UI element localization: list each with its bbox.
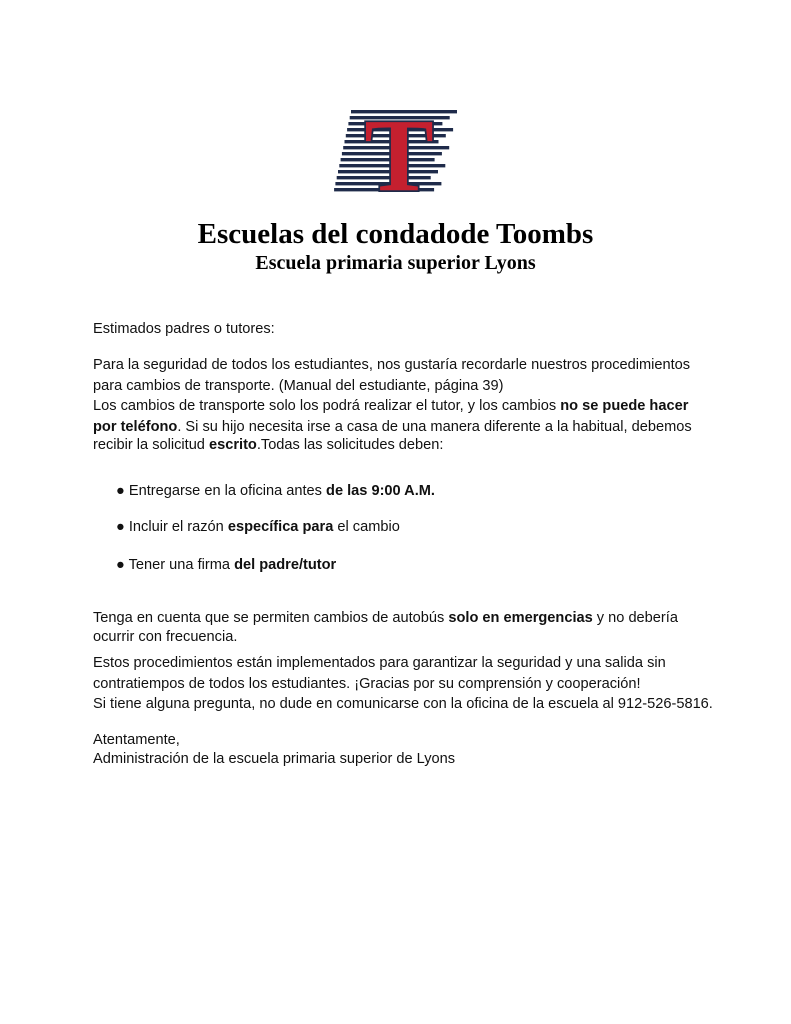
paragraph-2-line-2: ocurrir con frecuencia. [93, 629, 238, 645]
paragraph-2-line-1: Tenga en cuenta que se permiten cambios de autobús solo en emergencias y no debería [93, 610, 678, 626]
logo-letter: T [364, 108, 434, 196]
paragraph-3-line-1: Estos procedimientos están implementados para garantizar la seguridad y una salida sin [93, 655, 666, 671]
closing: Atentamente, [93, 732, 180, 748]
bullet-icon: ● [116, 519, 125, 535]
paragraph-1-line-2: para cambios de transporte. (Manual del estudiante, página 39) [93, 377, 504, 394]
list-item: ● Tener una firma del padre/tutor [116, 557, 337, 573]
bullet-icon: ● [116, 557, 125, 573]
paragraph-1-line-5: recibir la solicitud escrito.Todas las solicitudes deben: [93, 437, 444, 453]
paragraph-3-line-2: contratiempos de todos los estudiantes. ¡Gracias por su comprensión y cooperación! [93, 676, 641, 692]
paragraph-1-line-4: por teléfono. Si su hijo necesita irse a casa de una manera diferente a la habitual, debemos [93, 418, 692, 435]
page-title: Escuelas del condadode Toombs [197, 218, 594, 250]
list-item: ● Incluir el razón específica para el cambio [116, 519, 400, 535]
paragraph-1-line-1: Para la seguridad de todos los estudiantes, nos gustaría recordarle nuestros procedimientos [93, 357, 691, 373]
school-logo-t [333, 108, 463, 196]
paragraph-3-line-3: Si tiene alguna pregunta, no dude en comunicarse con la oficina de la escuela al 912-526-5816. [93, 696, 713, 712]
signature: Administración de la escuela primaria superior de Lyons [93, 751, 456, 767]
paragraph-1-line-3: Los cambios de transporte solo los podrá realizar el tutor, y los cambios no se puede hacer [93, 398, 689, 414]
bullet-icon: ● [116, 483, 125, 499]
greeting: Estimados padres o tutores: [93, 321, 275, 337]
list-item: ● Entregarse en la oficina antes de las 9:00 A.M. [116, 483, 435, 499]
page-subtitle: Escuela primaria superior Lyons [255, 252, 536, 274]
